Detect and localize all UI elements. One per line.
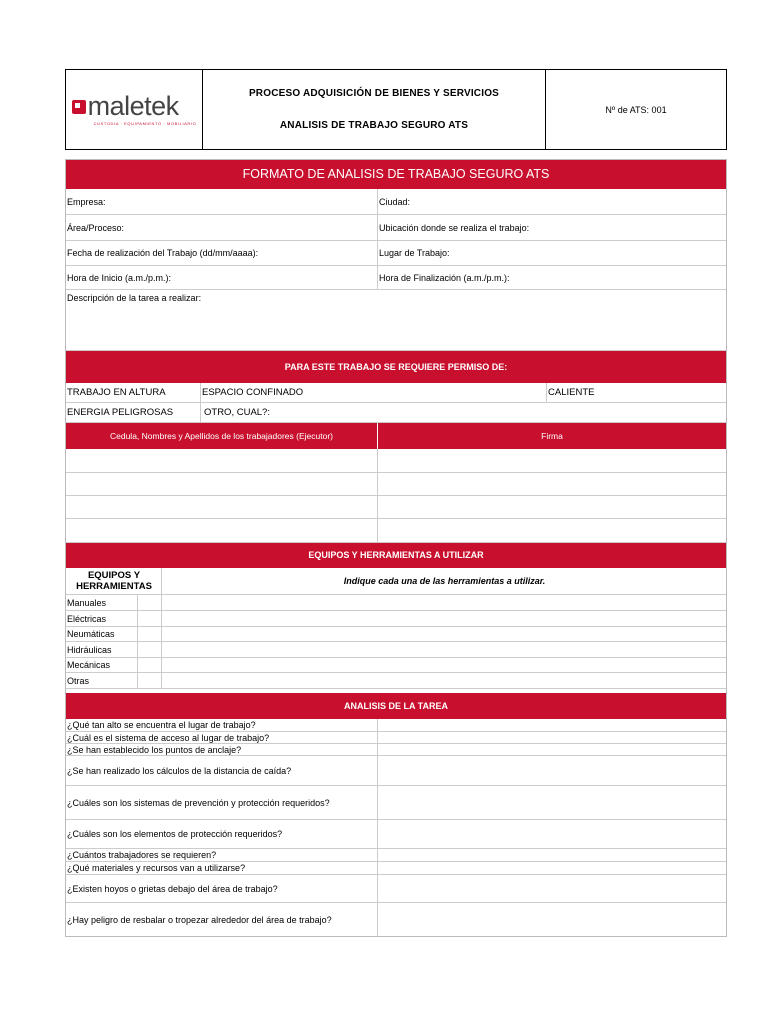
form-row bbox=[66, 215, 726, 241]
trabajador-cell[interactable] bbox=[66, 449, 377, 472]
equipos-title: EQUIPOS Y HERRAMIENTAS A UTILIZAR bbox=[66, 543, 726, 568]
firma-cell[interactable] bbox=[377, 519, 726, 542]
ats-form bbox=[65, 159, 727, 937]
hora-fin-field[interactable]: Hora de Finalización (a.m./p.m.): bbox=[377, 266, 726, 289]
analisis-row bbox=[66, 875, 726, 903]
equipo-row bbox=[66, 627, 726, 642]
lugar-field[interactable]: Lugar de Trabajo: bbox=[377, 241, 726, 265]
permisos-row bbox=[66, 383, 726, 403]
analisis-row bbox=[66, 732, 726, 744]
equipo-label: Eléctricas bbox=[67, 613, 107, 624]
analisis-row bbox=[66, 820, 726, 849]
equipo-detail[interactable] bbox=[161, 595, 726, 610]
firma-cell[interactable] bbox=[377, 449, 726, 472]
analisis-question: ¿Se han realizado los cálculos de la distancia de caída? bbox=[67, 765, 292, 776]
equipo-label: Neumáticas bbox=[67, 629, 115, 639]
trabajador-row bbox=[66, 473, 726, 496]
analisis-question: ¿Qué materiales y recursos van a utilizarse? bbox=[67, 863, 246, 873]
descripcion-field[interactable]: Descripción de la tarea a realizar: bbox=[67, 293, 202, 303]
document-header bbox=[65, 69, 727, 150]
logo-tagline: CUSTODIA · EQUIPAMIENTO · MOBILIARIO bbox=[93, 121, 197, 126]
logo-mark-icon bbox=[72, 100, 86, 114]
permisos-row bbox=[66, 403, 726, 423]
ciudad-field[interactable]: Ciudad: bbox=[377, 189, 726, 214]
equipo-row bbox=[66, 673, 726, 689]
equipo-check[interactable] bbox=[137, 611, 161, 626]
empresa-field[interactable]: Empresa: bbox=[67, 196, 106, 207]
analisis-question: ¿Cuáles son los elementos de protección requeridos? bbox=[67, 829, 283, 839]
analisis-row bbox=[66, 849, 726, 862]
permiso-otro[interactable]: OTRO, CUAL?: bbox=[200, 403, 726, 422]
form-row bbox=[66, 266, 726, 290]
company-logo bbox=[72, 93, 197, 126]
equipo-check[interactable] bbox=[137, 627, 161, 641]
process-title: PROCESO ADQUISICIÓN DE BIENES Y SERVICIOS bbox=[248, 88, 500, 100]
firma-cell[interactable] bbox=[377, 473, 726, 495]
analisis-answer[interactable] bbox=[377, 820, 726, 848]
equipo-label: Mecánicas bbox=[67, 660, 111, 670]
header-titles bbox=[203, 70, 546, 149]
analisis-question: ¿Cuáles son los sistemas de prevención y protección requeridos? bbox=[67, 797, 330, 808]
analisis-question: ¿Existen hoyos o grietas debajo del área de trabajo? bbox=[67, 883, 278, 894]
analisis-answer[interactable] bbox=[377, 875, 726, 902]
analisis-title: ANALISIS DE LA TAREA bbox=[66, 693, 726, 719]
analisis-row bbox=[66, 719, 726, 732]
hora-inicio-field[interactable]: Hora de Inicio (a.m./p.m.): bbox=[67, 272, 172, 283]
equipo-row bbox=[66, 595, 726, 611]
form-row bbox=[66, 241, 726, 266]
logo-text: maletek bbox=[87, 91, 179, 121]
trabajador-row bbox=[66, 519, 726, 543]
form-title: FORMATO DE ANALISIS DE TRABAJO SEGURO ATS bbox=[66, 160, 726, 189]
equipos-header-left: EQUIPOS Y HERRAMIENTAS bbox=[76, 570, 152, 592]
trabajador-cell[interactable] bbox=[66, 519, 377, 542]
permiso-caliente[interactable]: CALIENTE bbox=[546, 383, 726, 402]
equipo-row bbox=[66, 611, 726, 627]
analisis-question: ¿Cuál es el sistema de acceso al lugar de trabajo? bbox=[67, 732, 270, 743]
trabajador-row bbox=[66, 449, 726, 473]
ats-number: Nº de ATS: 001 bbox=[605, 104, 667, 115]
analisis-question: ¿Se han establecido los puntos de anclaje? bbox=[67, 744, 242, 755]
analisis-answer[interactable] bbox=[377, 862, 726, 874]
permiso-altura[interactable]: TRABAJO EN ALTURA bbox=[67, 387, 166, 398]
logo-cell bbox=[66, 70, 203, 149]
form-row bbox=[66, 189, 726, 215]
equipo-row bbox=[66, 658, 726, 673]
analisis-row bbox=[66, 786, 726, 820]
equipo-label: Otras bbox=[67, 675, 90, 686]
analisis-question: ¿Cuántos trabajadores se requieren? bbox=[67, 850, 217, 860]
analisis-row bbox=[66, 903, 726, 936]
analisis-question: ¿Hay peligro de resbalar o tropezar alrededor del área de trabajo? bbox=[67, 914, 332, 925]
col-firma: Firma bbox=[377, 423, 726, 449]
analisis-question: ¿Qué tan alto se encuentra el lugar de trabajo? bbox=[67, 720, 256, 730]
permisos-title: PARA ESTE TRABAJO SE REQUIERE PERMISO DE: bbox=[66, 351, 726, 383]
analisis-row bbox=[66, 744, 726, 756]
analisis-answer[interactable] bbox=[377, 744, 726, 755]
equipo-check[interactable] bbox=[137, 595, 161, 610]
form-row bbox=[66, 290, 726, 351]
analisis-row bbox=[66, 756, 726, 786]
trabajador-cell[interactable] bbox=[66, 473, 377, 495]
equipo-detail[interactable] bbox=[161, 642, 726, 657]
equipo-label: Manuales bbox=[67, 597, 107, 608]
trabajador-cell[interactable] bbox=[66, 496, 377, 518]
equipo-row bbox=[66, 642, 726, 658]
equipo-check[interactable] bbox=[137, 642, 161, 657]
fecha-field[interactable]: Fecha de realización del Trabajo (dd/mm/aaaa): bbox=[67, 248, 259, 258]
permiso-confinado[interactable]: ESPACIO CONFINADO bbox=[200, 383, 546, 402]
equipos-header-right: Indique cada una de las herramientas a utilizar. bbox=[161, 568, 726, 594]
analisis-answer[interactable] bbox=[377, 756, 726, 785]
analisis-answer[interactable] bbox=[377, 786, 726, 819]
col-trabajadores: Cedula, Nombres y Apellidos de los trabajadores (Ejecutor) bbox=[109, 431, 333, 441]
equipo-detail[interactable] bbox=[161, 611, 726, 626]
analisis-answer[interactable] bbox=[377, 903, 726, 936]
analisis-row bbox=[66, 862, 726, 875]
ubicacion-field[interactable]: Ubicación donde se realiza el trabajo: bbox=[377, 215, 726, 240]
equipo-check[interactable] bbox=[137, 658, 161, 672]
equipo-label: Hidráulicas bbox=[67, 644, 112, 655]
analisis-answer[interactable] bbox=[377, 719, 726, 731]
equipos-header-row bbox=[66, 568, 726, 595]
equipo-detail[interactable] bbox=[161, 627, 726, 641]
trabajador-row bbox=[66, 496, 726, 519]
analisis-answer[interactable] bbox=[377, 732, 726, 743]
equipo-detail[interactable] bbox=[161, 658, 726, 672]
area-field[interactable]: Área/Proceso: bbox=[67, 222, 125, 233]
firma-cell[interactable] bbox=[377, 496, 726, 518]
trabajadores-header bbox=[66, 423, 726, 449]
document-title: ANALISIS DE TRABAJO SEGURO ATS bbox=[279, 119, 469, 131]
analisis-answer[interactable] bbox=[377, 849, 726, 861]
equipo-detail[interactable] bbox=[161, 673, 726, 688]
permiso-energia[interactable]: ENERGIA PELIGROSAS bbox=[67, 407, 174, 418]
equipo-check[interactable] bbox=[137, 673, 161, 688]
